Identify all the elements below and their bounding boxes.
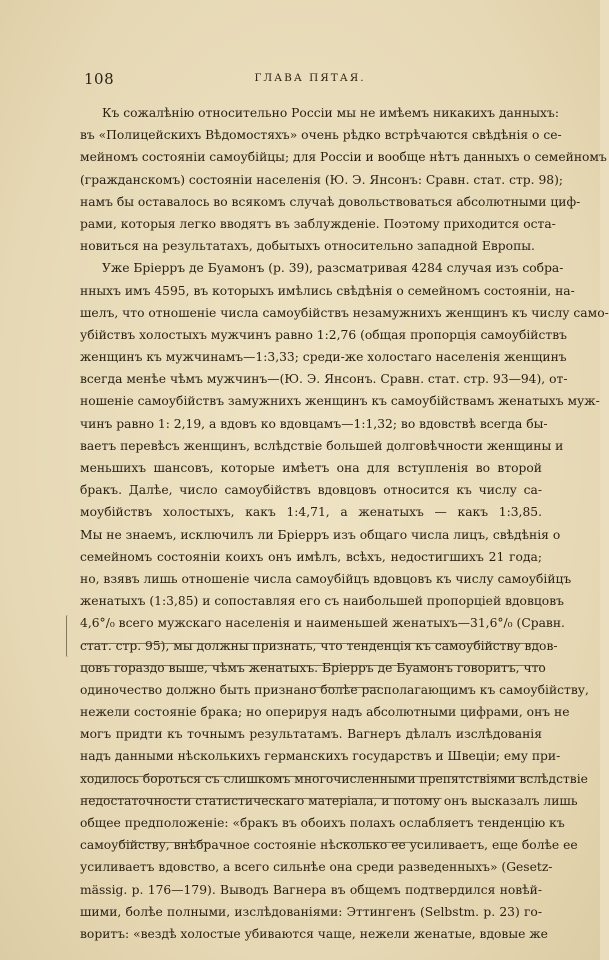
pencil-underline bbox=[310, 687, 380, 688]
text-line: воритъ: «вездѣ холостые убиваются чаще, нежели женатые, вдовые же bbox=[80, 926, 548, 941]
text-line: бракъ. Далѣе, число самоубійствъ вдовцовъ относится къ числу са- bbox=[80, 483, 542, 498]
text-line: Мы не знаемъ, исключилъ ли Бріерръ изъ общаго числа лицъ, свѣдѣнія о bbox=[80, 527, 561, 542]
text-line: но, взявъ лишь отношеніе числа самоубійцъ вдовцовъ къ числу самоубійцъ bbox=[80, 571, 572, 586]
text-line: недостаточности статистическаго матеріала, и потому онъ высказалъ лишь bbox=[80, 793, 578, 808]
pencil-underline bbox=[82, 798, 442, 799]
body-text bbox=[80, 102, 609, 945]
pencil-underline bbox=[82, 665, 544, 666]
pencil-underline bbox=[82, 776, 544, 777]
running-head: ГЛАВА ПЯТАЯ. bbox=[254, 72, 366, 84]
text-line: mässig. p. 176—179). Выводъ Вагнера въ общемъ подтвердился новѣй- bbox=[80, 882, 542, 897]
text-line: общее предположеніе: «бракъ въ обоихъ полахъ ослабляетъ тенденцію къ bbox=[80, 816, 565, 830]
text-line: новиться на результатахъ, добытыхъ относительно западной Европы. bbox=[80, 239, 535, 254]
margin-pencil-mark bbox=[66, 615, 70, 657]
text-line: шелъ, что отношеніе числа самоубійствъ незамужнихъ женщинъ къ числу само- bbox=[80, 305, 609, 320]
text-line: семейномъ состояніи коихъ онъ имѣлъ, всѣхъ, недостигшихъ 21 года; bbox=[80, 549, 542, 564]
text-line: стат. стр. 95), мы должны признать, что тенденція къ самоубійству вдов- bbox=[80, 638, 558, 653]
pencil-underline bbox=[120, 842, 210, 843]
text-line: шими, болѣе полными, изслѣдованіями: Эттингенъ (Selbstm. p. 23) го- bbox=[80, 904, 542, 919]
text-line: одиночество должно быть признано болѣе располагающимъ къ самоубійству, bbox=[80, 682, 589, 697]
pencil-underline bbox=[340, 842, 420, 843]
text-line: убійствъ холостыхъ мужчинъ равно 1:2,76 (общая пропорція самоубійствъ bbox=[80, 327, 567, 342]
text-line: усиливаетъ вдовство, а всего сильнѣе она среди разведенныхъ» (Gesetz- bbox=[80, 860, 553, 875]
text-line: ходилось бороться съ слишкомъ многочисленными препятствіями вслѣдствіе bbox=[80, 771, 588, 786]
text-line: мейномъ состояніи самоубійцы; для Россіи и вообще нѣтъ данныхъ о семейномъ bbox=[80, 150, 607, 165]
text-line: самоубійству, внѣбрачное состояніе нѣсколько ее усиливаетъ, еще болѣе ее bbox=[80, 838, 578, 853]
text-line: нныхъ имъ 4595, въ которыхъ имѣлись свѣдѣнія о семейномъ состояніи, на- bbox=[80, 283, 575, 298]
text-line: (гражданскомъ) состояніи населенія (Ю. Э. Янсонъ: Сравн. стат. стр. 98); bbox=[80, 172, 564, 187]
text-line: 4,6°/₀ всего мужскаго населенія и наименьшей женатыхъ—31,6°/₀ (Сравн. bbox=[80, 616, 565, 631]
text-line: ношеніе самоубійствъ замужнихъ женщинъ къ самоубійствамъ женатыхъ муж- bbox=[80, 394, 600, 409]
text-line: меньшихъ шансовъ, которые имѣетъ она для вступленія во второй bbox=[80, 461, 542, 475]
text-line: женщинъ къ мужчинамъ—1:3,33; среди-же холостаго населенія женщинъ bbox=[80, 350, 567, 365]
page-header bbox=[84, 70, 536, 90]
text-line: надъ данными нѣсколькихъ германскихъ государствъ и Швеціи; ему при- bbox=[80, 749, 561, 764]
text-line: рами, которыя легко вводятъ въ заблужденіе. Поэтому приходится оста- bbox=[80, 216, 556, 231]
text-line: Къ сожалѣнію относительно Россіи мы не имѣемъ никакихъ данныхъ: bbox=[102, 106, 559, 120]
text-line: ваетъ перевѣсъ женщинъ, вслѣдствіе большей долговѣчности женщины и bbox=[80, 438, 564, 453]
text-line: цовъ гораздо выше, чѣмъ женатыхъ. Бріерръ де Буамонъ говоритъ, что bbox=[80, 660, 546, 675]
text-line: чинъ равно 1: 2,19, а вдовъ ко вдовцамъ—1:1,32; во вдовствѣ всегда бы- bbox=[80, 416, 548, 431]
pencil-underline bbox=[82, 643, 540, 644]
text-line: моубійствъ холостыхъ, какъ 1:4,71, а женатыхъ — какъ 1:3,85. bbox=[80, 505, 542, 520]
text-line: Уже Бріерръ де Буамонъ (р. 39), разсматривая 4284 случая изъ собра- bbox=[102, 261, 564, 276]
text-line: женатыхъ (1:3,85) и сопоставляя его съ наибольшей пропорціей вдовцовъ bbox=[80, 594, 564, 609]
text-line: намъ бы оставалось во всякомъ случаѣ довольствоваться абсолютными циф- bbox=[80, 194, 581, 209]
text-line: въ «Полицейскихъ Вѣдомостяхъ» очень рѣдко встрѣчаются свѣдѣнія о се- bbox=[80, 128, 562, 143]
text-line: могъ придти къ точнымъ результатамъ. Вагнеръ дѣлалъ изслѣдованія bbox=[80, 727, 542, 742]
text-line: всегда менѣе чѣмъ мужчинъ—(Ю. Э. Янсонъ. Сравн. стат. стр. 93—94), от- bbox=[80, 372, 568, 387]
page-number: 108 bbox=[84, 70, 115, 88]
text-line: нежели состояніе брака; но оперируя надъ абсолютными цифрами, онъ не bbox=[80, 705, 570, 720]
